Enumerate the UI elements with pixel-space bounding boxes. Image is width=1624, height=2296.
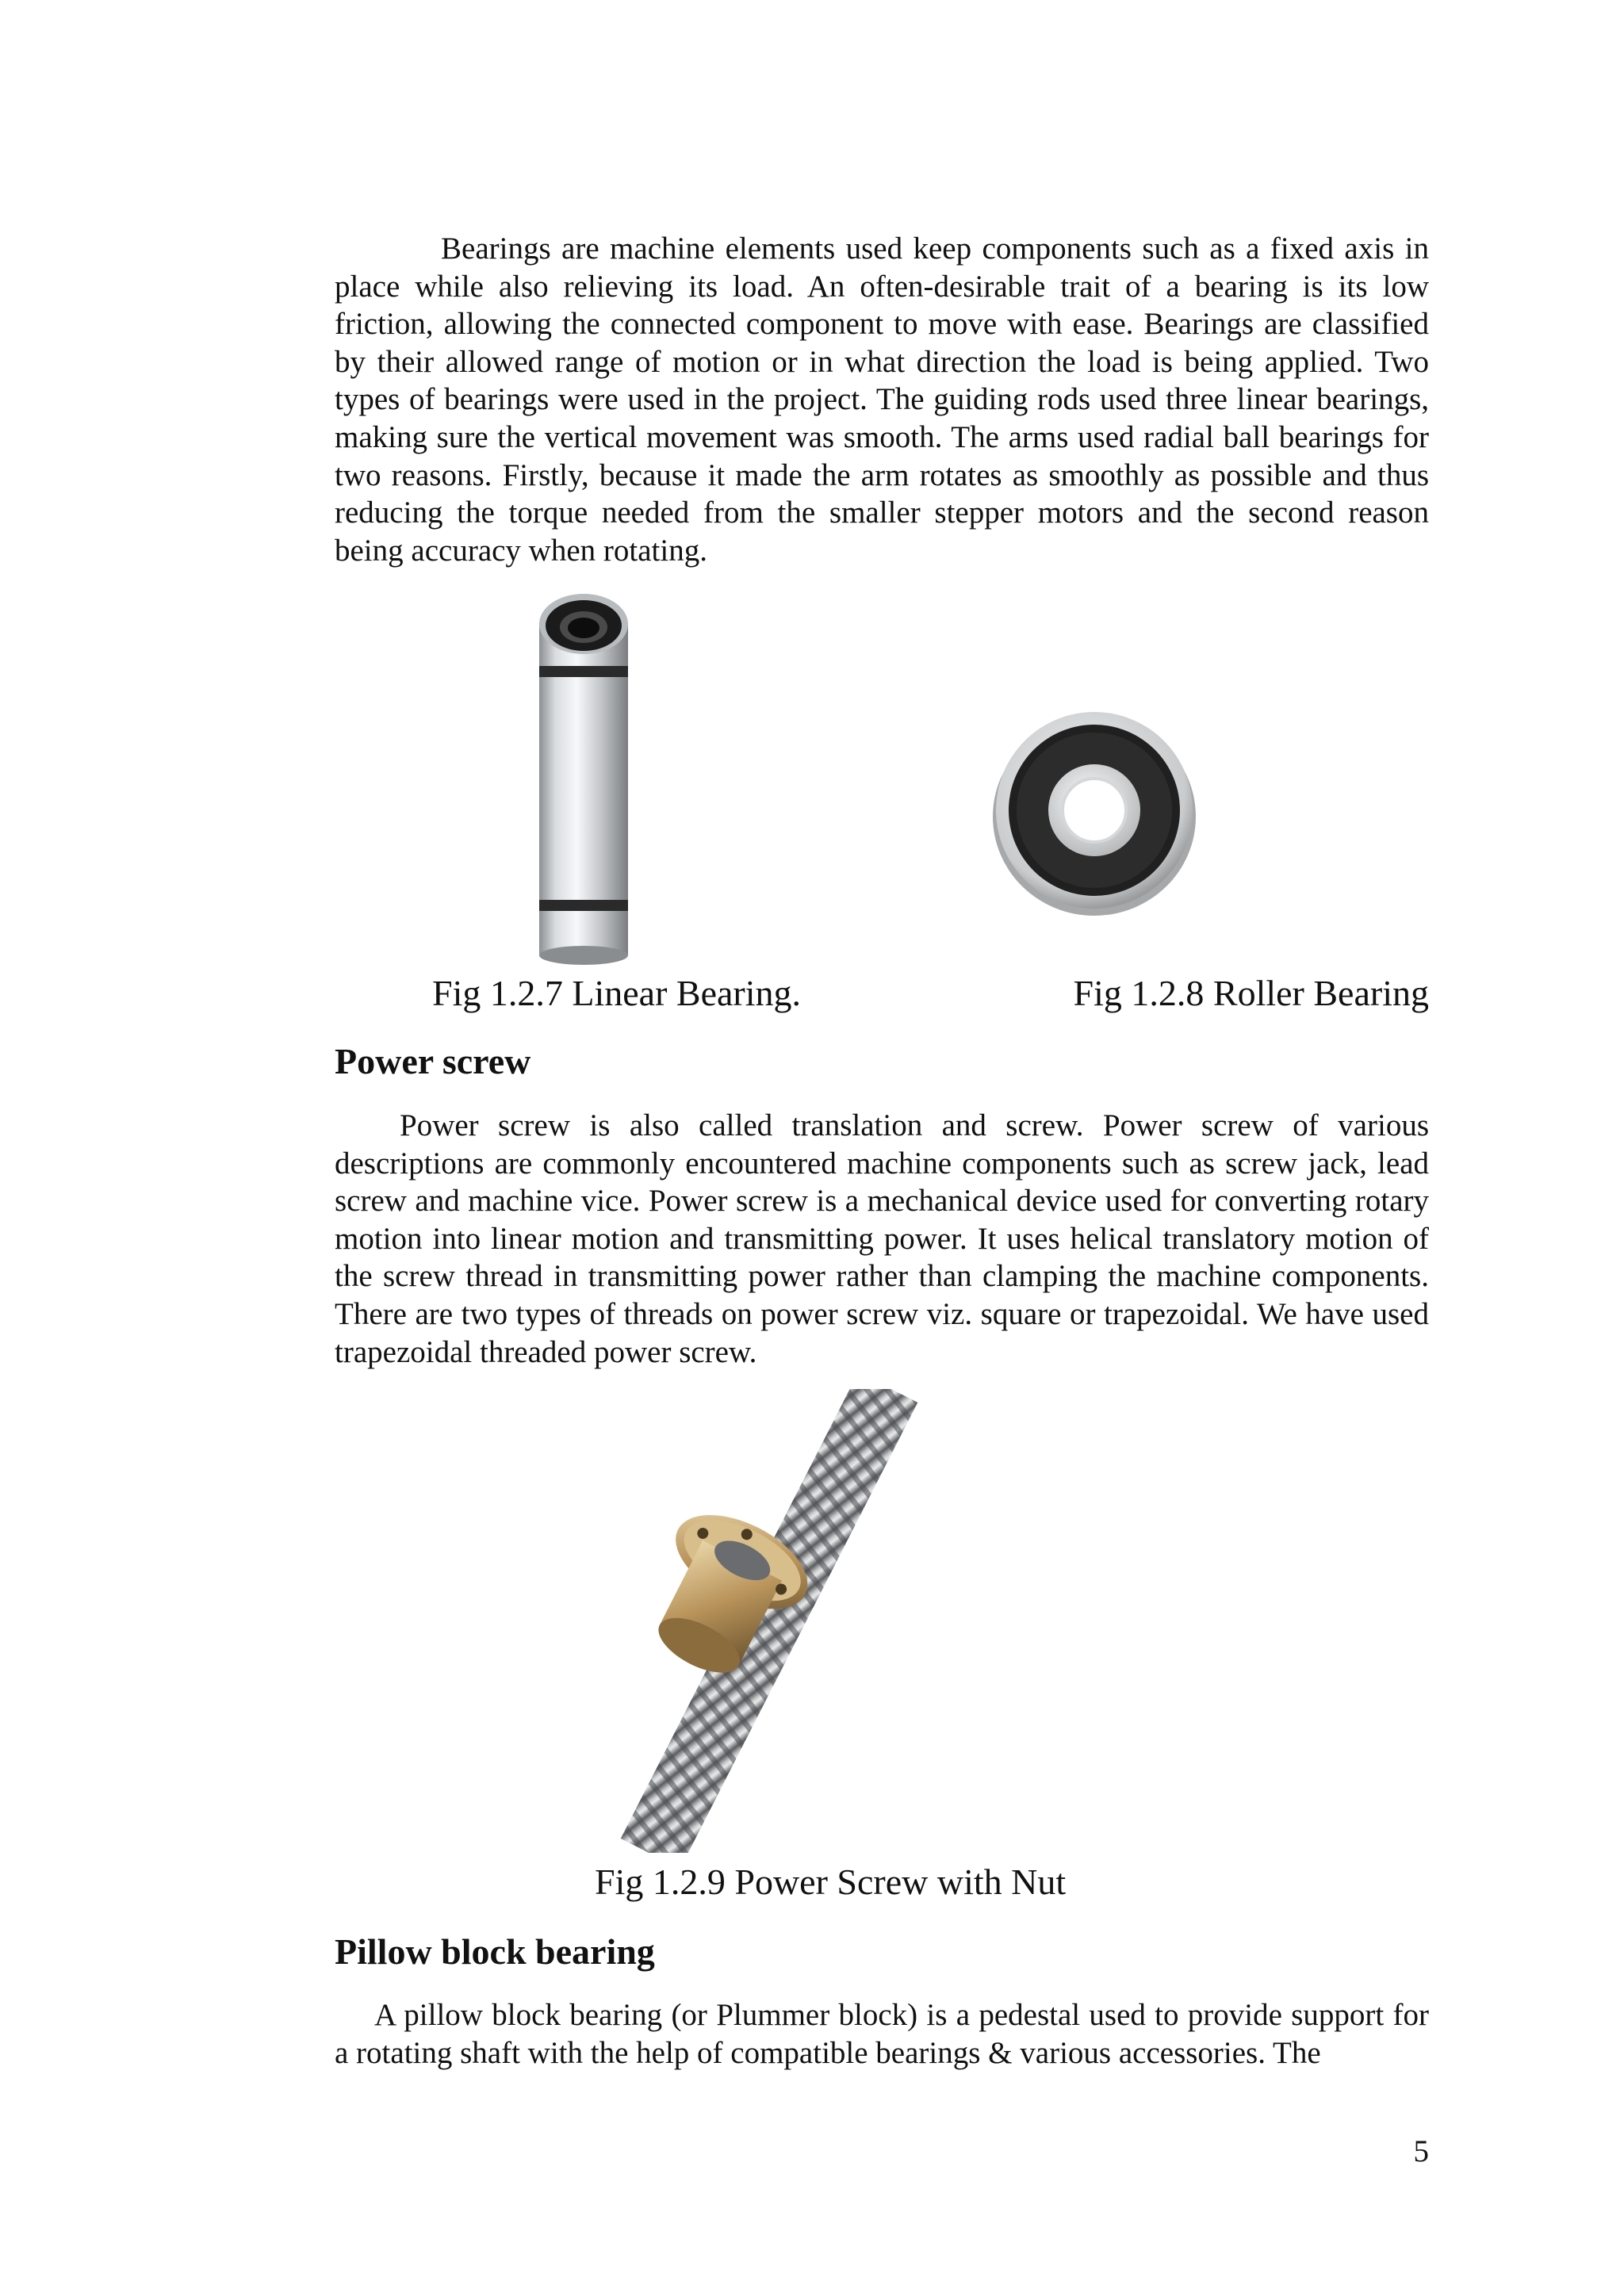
- power-screw-image: [587, 1389, 952, 1853]
- power-screw-paragraph: Power screw is also called translation and screw. Power screw of various descriptions are commonly encountered machine components such as screw jack, lead screw and machine vice. Power screw is a mechanical device used for converting rotary motion into linear motion and transmitting power. It uses helical translatory motion of the screw thread in transmitting power rather than clamping the machine components. There are two types of threads on power screw viz. square or trapezoidal. We have used trapezoidal threaded power screw.: [335, 1108, 1429, 1369]
- bearings-paragraph: Bearings are machine elements used keep components such as a fixed axis in place while also relieving its load. An often-desirable trait of a bearing is its low friction, allowing the connected component to move with ease. Bearings are classified by their allowed range of motion or in what direction the load is being applied. Two types of bearings were used in the project. The guiding rods used three linear bearings, making sure the vertical movement was smooth. The arms used radial ball bearings for two reasons. Firstly, because it made the arm rotates as smoothly as possible and thus reducing the torque needed from the smaller stepper motors and the second reason being accuracy when rotating.: [335, 232, 1429, 568]
- figure-caption-roller-bearing: Fig 1.2.8 Roller Bearing: [1073, 973, 1429, 1013]
- roller-bearing-image: [987, 706, 1201, 920]
- linear-bearing-image: [508, 591, 658, 967]
- pillow-block-paragraph: A pillow block bearing (or Plummer block) is a pedestal used to provide support for a rotating shaft with the help of compatible bearings & various accessories. The: [335, 1998, 1429, 2070]
- figure-caption-power-screw: Fig 1.2.9 Power Screw with Nut: [595, 1862, 1067, 1902]
- heading-power-screw: Power screw: [335, 1041, 531, 1081]
- figure-caption-linear-bearing: Fig 1.2.7 Linear Bearing.: [432, 973, 802, 1013]
- heading-pillow-block-bearing: Pillow block bearing: [335, 1931, 655, 1972]
- page-number: 5: [1413, 2134, 1429, 2168]
